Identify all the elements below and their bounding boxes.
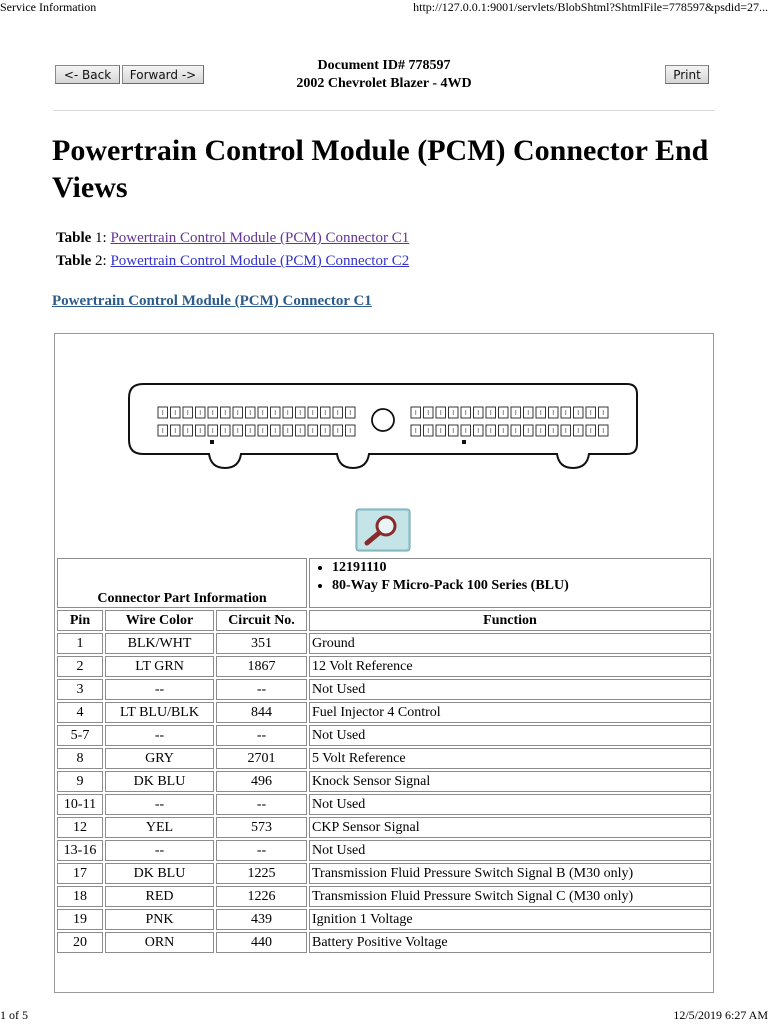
pin-cell: 3 xyxy=(57,679,103,700)
print-header-title: Service Information xyxy=(0,0,97,14)
circuit-cell: 844 xyxy=(216,702,307,723)
table-row xyxy=(57,840,711,861)
col-header-wire-color: Wire Color xyxy=(105,610,214,631)
circuit-cell: 439 xyxy=(216,909,307,930)
forward-button[interactable]: Forward -> xyxy=(122,65,204,84)
part-number: • 12191110 xyxy=(332,559,708,577)
table-row xyxy=(57,886,711,907)
toc-link-connector-c1[interactable]: Powertrain Control Module (PCM) Connector C1 xyxy=(110,230,410,246)
circuit-cell: 1867 xyxy=(216,656,307,677)
table-row xyxy=(57,656,711,677)
page-title: Powertrain Control Module (PCM) Connector End Views xyxy=(52,134,709,204)
connector-info-row xyxy=(57,558,711,608)
function-cell: Battery Positive Voltage xyxy=(309,932,711,953)
section-heading-c1[interactable]: Powertrain Control Module (PCM) Connector C1 xyxy=(52,293,372,309)
pin-cell: 18 xyxy=(57,886,103,907)
pin-cell: 10-11 xyxy=(57,794,103,815)
pin-cell: 8 xyxy=(57,748,103,769)
vehicle-name: 2002 Chevrolet Blazer - 4WD xyxy=(296,76,472,91)
toc-prefix: Table xyxy=(56,253,92,269)
pin-cell: 2 xyxy=(57,656,103,677)
circuit-cell: 440 xyxy=(216,932,307,953)
pin-cavities-left xyxy=(158,407,355,436)
pin-cell: 19 xyxy=(57,909,103,930)
table-row xyxy=(57,932,711,953)
pin-cell: 13-16 xyxy=(57,840,103,861)
function-cell: Not Used xyxy=(309,840,711,861)
pin-cell: 1 xyxy=(57,633,103,654)
page-count: 1 of 5 xyxy=(0,1008,28,1022)
divider xyxy=(53,110,715,111)
table-row xyxy=(57,633,711,654)
center-locator-hole xyxy=(372,409,394,431)
circuit-cell: 2701 xyxy=(216,748,307,769)
toc-link-connector-c2[interactable]: Powertrain Control Module (PCM) Connector C2 xyxy=(110,253,410,269)
wire-color-cell: ORN xyxy=(105,932,214,953)
pin-cell: 20 xyxy=(57,932,103,953)
table-row xyxy=(57,794,711,815)
function-cell: CKP Sensor Signal xyxy=(309,817,711,838)
pin-cavities-right xyxy=(411,407,608,436)
pin-table xyxy=(55,556,713,955)
wire-color-cell: BLK/WHT xyxy=(105,633,214,654)
circuit-cell: 1226 xyxy=(216,886,307,907)
wire-color-cell: DK BLU xyxy=(105,863,214,884)
wire-color-cell: -- xyxy=(105,840,214,861)
polarity-mark-left xyxy=(210,440,214,444)
table-row xyxy=(57,702,711,723)
print-button[interactable]: Print xyxy=(665,65,709,84)
wire-color-cell: DK BLU xyxy=(105,771,214,792)
col-header-function: Function xyxy=(309,610,711,631)
print-timestamp: 12/5/2019 6:27 AM xyxy=(673,1008,768,1022)
connector-table-frame xyxy=(54,333,714,993)
circuit-cell: -- xyxy=(216,794,307,815)
table-row xyxy=(57,909,711,930)
pin-cell: 12 xyxy=(57,817,103,838)
function-cell: Ignition 1 Voltage xyxy=(309,909,711,930)
print-header xyxy=(0,0,768,16)
circuit-cell: -- xyxy=(216,679,307,700)
document-id: Document ID# 778597 xyxy=(317,58,451,73)
toc-number: 2: xyxy=(91,253,111,269)
pin-cell: 17 xyxy=(57,863,103,884)
function-cell: Knock Sensor Signal xyxy=(309,771,711,792)
connector-type: • 80-Way F Micro-Pack 100 Series (BLU) xyxy=(332,577,708,595)
function-cell: Not Used xyxy=(309,679,711,700)
table-row xyxy=(57,817,711,838)
function-cell: Transmission Fluid Pressure Switch Signal B (M30 only) xyxy=(309,863,711,884)
function-cell: 12 Volt Reference xyxy=(309,656,711,677)
toc-entry-1 xyxy=(56,230,409,247)
table-row xyxy=(57,771,711,792)
table-header-row xyxy=(57,610,711,631)
circuit-cell: 1225 xyxy=(216,863,307,884)
wire-color-cell: RED xyxy=(105,886,214,907)
pin-cell: 5-7 xyxy=(57,725,103,746)
connector-part-info xyxy=(309,558,711,608)
toc-prefix: Table xyxy=(56,230,92,246)
function-cell: Fuel Injector 4 Control xyxy=(309,702,711,723)
circuit-cell: 496 xyxy=(216,771,307,792)
circuit-cell: 351 xyxy=(216,633,307,654)
magnifier-icon[interactable] xyxy=(355,508,411,552)
pin-cell: 4 xyxy=(57,702,103,723)
wire-color-cell: -- xyxy=(105,679,214,700)
circuit-cell: -- xyxy=(216,840,307,861)
table-row xyxy=(57,863,711,884)
wire-color-cell: LT GRN xyxy=(105,656,214,677)
toc-entry-2 xyxy=(56,253,409,270)
print-header-url: http://127.0.0.1:9001/servlets/BlobShtml?ShtmlFile=778597&psdid=27... xyxy=(413,0,768,14)
connector-part-info-label: Connector Part Information xyxy=(57,558,307,608)
wire-color-cell: YEL xyxy=(105,817,214,838)
col-header-pin: Pin xyxy=(57,610,103,631)
function-cell: Not Used xyxy=(309,794,711,815)
toc-number: 1: xyxy=(91,230,111,246)
function-cell: Not Used xyxy=(309,725,711,746)
wire-color-cell: GRY xyxy=(105,748,214,769)
wire-color-cell: -- xyxy=(105,725,214,746)
wire-color-cell: -- xyxy=(105,794,214,815)
wire-color-cell: LT BLU/BLK xyxy=(105,702,214,723)
pin-cell: 9 xyxy=(57,771,103,792)
document-header xyxy=(234,57,534,93)
function-cell: 5 Volt Reference xyxy=(309,748,711,769)
polarity-mark-right xyxy=(462,440,466,444)
table-row xyxy=(57,679,711,700)
connector-diagram xyxy=(55,334,713,556)
function-cell: Ground xyxy=(309,633,711,654)
table-row xyxy=(57,725,711,746)
function-cell: Transmission Fluid Pressure Switch Signal C (M30 only) xyxy=(309,886,711,907)
col-header-circuit: Circuit No. xyxy=(216,610,307,631)
table-row xyxy=(57,748,711,769)
circuit-cell: 573 xyxy=(216,817,307,838)
wire-color-cell: PNK xyxy=(105,909,214,930)
circuit-cell: -- xyxy=(216,725,307,746)
back-button[interactable]: <- Back xyxy=(55,65,120,84)
